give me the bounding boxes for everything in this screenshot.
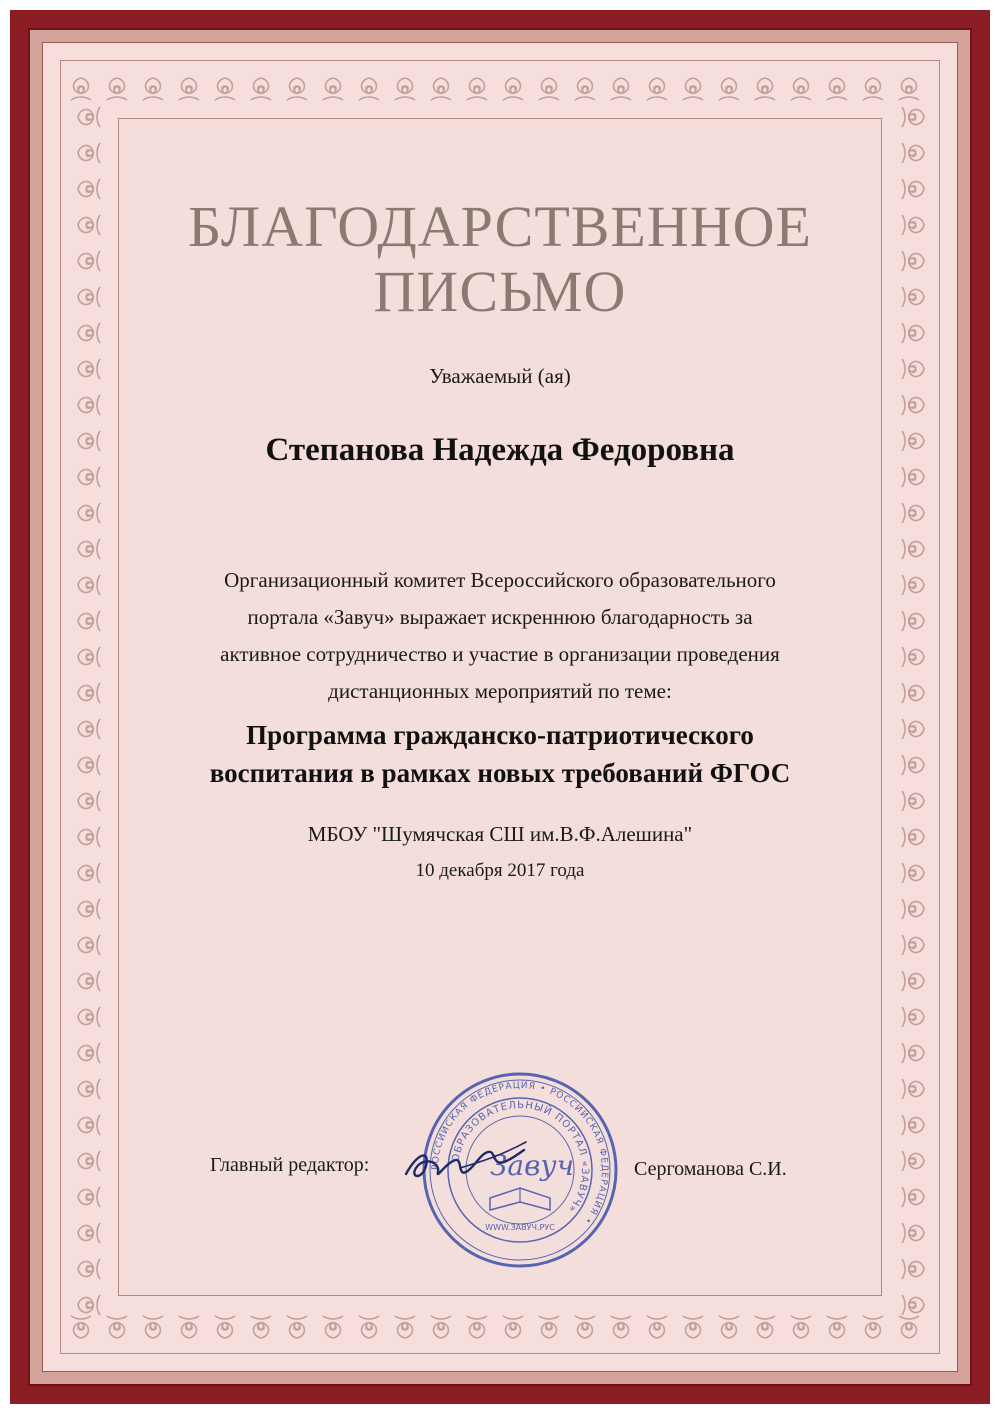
body-line: портала «Завуч» выражает искреннюю благодарность за <box>247 605 753 629</box>
body-line: дистанционных мероприятий по теме: <box>328 679 672 703</box>
body-line: активное сотрудничество и участие в организации проведения <box>220 642 780 666</box>
ornament-motif <box>902 539 924 559</box>
ornament-motif <box>71 1316 91 1338</box>
ornament-motif <box>902 575 924 595</box>
ornament-motif <box>78 503 100 523</box>
ornament-motif <box>827 1316 847 1338</box>
ornament-motif <box>78 971 100 991</box>
ornament-motif <box>902 1007 924 1027</box>
ornament-motif <box>902 719 924 739</box>
ornament-motif <box>902 791 924 811</box>
ornament-motif <box>902 755 924 775</box>
ornament-motif <box>78 1259 100 1279</box>
ornament-motif <box>78 1295 100 1315</box>
ornament-motif <box>78 647 100 667</box>
ornament-motif <box>287 78 307 100</box>
ornament-motif <box>902 935 924 955</box>
ornament-motif <box>899 1316 919 1338</box>
ornament-motif <box>78 1043 100 1063</box>
ornament-motif <box>107 78 127 100</box>
ornament-motif <box>902 683 924 703</box>
ornament-motif <box>78 1007 100 1027</box>
ornament-motif <box>78 683 100 703</box>
ornament-motif <box>78 1151 100 1171</box>
greeting: Уважаемый (ая) <box>429 364 571 388</box>
ornament-motif <box>215 1316 235 1338</box>
ornament-motif <box>902 611 924 631</box>
ornament-motif <box>611 78 631 100</box>
ornament-motif <box>467 1316 487 1338</box>
ornament-motif <box>902 1259 924 1279</box>
topic-line: воспитания в рамках новых требований ФГОС <box>209 758 791 788</box>
ornament-motif <box>902 107 924 127</box>
ornament-motif <box>575 1316 595 1338</box>
ornament-motif <box>719 78 739 100</box>
ornament-motif <box>78 719 100 739</box>
ornament-motif <box>251 78 271 100</box>
ornament-motif <box>755 1316 775 1338</box>
ornament-motif <box>78 575 100 595</box>
ornament-motif <box>902 323 924 343</box>
ornament-motif <box>78 899 100 919</box>
seal-center-text: Завуч <box>489 1149 575 1182</box>
ornament-motif <box>78 1187 100 1207</box>
ornament-motif <box>902 1151 924 1171</box>
ornament-motif <box>78 107 100 127</box>
ornament-motif <box>863 78 883 100</box>
signatory-name: Сергоманова С.И. <box>634 1158 787 1180</box>
ornament-motif <box>431 1316 451 1338</box>
ornament-motif <box>902 1043 924 1063</box>
ornament-motif <box>791 78 811 100</box>
ornament-motif <box>827 78 847 100</box>
ornament-motif <box>575 78 595 100</box>
ornament-motif <box>902 1115 924 1135</box>
seal-inner-text: ОБРАЗОВАТЕЛЬНЫЙ ПОРТАЛ «ЗАВУЧ» <box>450 1099 591 1215</box>
signature-scribble <box>400 1132 530 1192</box>
ornament-motif <box>902 1295 924 1315</box>
ornament-motif <box>503 1316 523 1338</box>
ornament-motif <box>902 395 924 415</box>
ornament-motif <box>647 78 667 100</box>
ornament-motif <box>78 755 100 775</box>
ornament-motif <box>431 78 451 100</box>
issue-date: 10 декабря 2017 года <box>415 860 585 881</box>
seal-outer-text: РОССИЙСКАЯ ФЕДЕРАЦИЯ • РОССИЙСКАЯ ФЕДЕРАЦИЯ • <box>430 1080 610 1226</box>
ornament-motif <box>143 1316 163 1338</box>
ornament-motif <box>78 323 100 343</box>
ornament-motif <box>863 1316 883 1338</box>
ornament-motif <box>78 1223 100 1243</box>
ornament-motif <box>503 78 523 100</box>
ornament-motif <box>323 1316 343 1338</box>
ornament-motif <box>78 611 100 631</box>
ornament-motif <box>78 935 100 955</box>
ornament-motif <box>902 503 924 523</box>
ornament-motif <box>539 1316 559 1338</box>
ornament-motif <box>902 1079 924 1099</box>
ornament-motif <box>395 1316 415 1338</box>
ornament-motif <box>539 78 559 100</box>
title-line-2: ПИСЬМО <box>373 259 627 324</box>
ornament-motif <box>78 143 100 163</box>
body-text <box>150 562 850 710</box>
ornament-motif <box>78 1115 100 1135</box>
topic-title <box>100 716 900 792</box>
seal-bottom-text: WWW.ЗАВУЧ.РУС <box>485 1223 555 1232</box>
topic-line: Программа гражданско-патриотического <box>246 720 754 750</box>
ornament-motif <box>78 395 100 415</box>
ornament-motif <box>179 78 199 100</box>
title-line-1: БЛАГОДАРСТВЕННОЕ <box>188 194 812 259</box>
ornament-motif <box>179 1316 199 1338</box>
ornament-motif <box>287 1316 307 1338</box>
ornament-motif <box>611 1316 631 1338</box>
ornament-motif <box>395 78 415 100</box>
ornament-motif <box>143 78 163 100</box>
ornament-motif <box>359 78 379 100</box>
ornament-motif <box>467 78 487 100</box>
ornament-motif <box>323 78 343 100</box>
signatory-label: Главный редактор: <box>210 1154 370 1176</box>
ornament-motif <box>902 1187 924 1207</box>
ornament-motif <box>791 1316 811 1338</box>
ornament-motif <box>78 1079 100 1099</box>
ornament-motif <box>902 899 924 919</box>
ornament-motif <box>107 1316 127 1338</box>
ornament-motif <box>902 143 924 163</box>
ornament-motif <box>755 78 775 100</box>
ornament-motif <box>683 1316 703 1338</box>
ornament-motif <box>719 1316 739 1338</box>
ornament-motif <box>902 647 924 667</box>
ornament-motif <box>359 1316 379 1338</box>
ornament-motif <box>78 791 100 811</box>
ornament-motif <box>78 539 100 559</box>
organization-name: МБОУ "Шумячская СШ им.В.Ф.Алешина" <box>307 822 693 846</box>
ornament-motif <box>899 78 919 100</box>
ornament-motif <box>215 78 235 100</box>
body-line: Организационный комитет Всероссийского образовательного <box>224 568 776 592</box>
ornament-motif <box>902 467 924 487</box>
ornament-motif <box>71 78 91 100</box>
ornament-motif <box>78 467 100 487</box>
ornament-motif <box>251 1316 271 1338</box>
ornament-motif <box>647 1316 667 1338</box>
ornament-motif <box>902 1223 924 1243</box>
ornament-motif <box>683 78 703 100</box>
ornament-motif <box>902 971 924 991</box>
recipient-name: Степанова Надежда Федоровна <box>265 432 735 468</box>
